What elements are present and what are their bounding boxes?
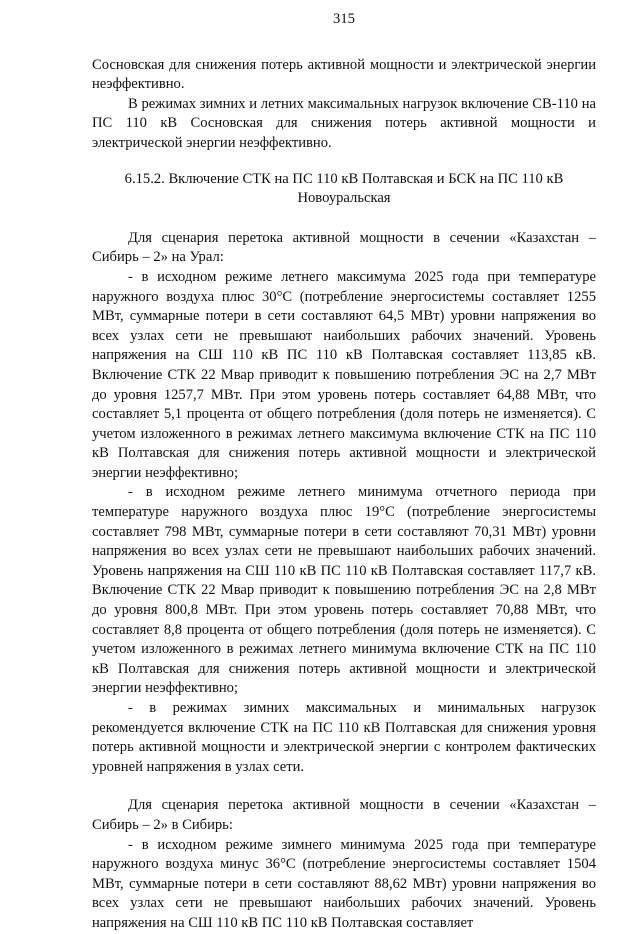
list-item: - в исходном режиме зимнего минимума 2025 года при температуре наружного воздуха минус 36°С (потребление энергосистемы составляет 1504 МВт, суммарные потери в сети составляют 88,62 МВт) уровни напряжения во всех узлах сети не превышают наибольших рабочих значений. Уровень напряжения на СШ 110 кВ ПС 110 кВ Полтавская составляет [92,836,596,931]
section-heading: 6.15.2. Включение СТК на ПС 110 кВ Полтавская и БСК на ПС 110 кВ Новоуральская [124,170,564,207]
list-item: - в исходном режиме летнего максимума 2025 года при температуре наружного воздуха плюс 30°С (потребление энергосистемы составляет 1255 МВт, суммарные потери в сети составляют 64,5 МВт) уровни напряжения во всех узлах сети не превышают наибольших рабочих значений. Уровень напряжения на СШ 110 кВ ПС 110 кВ Полтавская составляет 113,85 кВ. Включение СТК 22 Мвар приводит к повышению потребления ЭС на 2,7 МВт до уровня 1257,7 МВт. При этом уровень потерь составляет 64,88 МВт, что составляет 5,1 процента от общего потребления (доля потерь не изменяется). С учетом изложенного в режимах летнего максимума включение СТК на ПС 110 кВ Полтавская для снижения потерь активной мощности и электрической энергии неэффективно; [92,268,596,481]
paragraph-continuation: Сосновская для снижения потерь активной мощности и электрической энергии неэффективно. [92,56,596,93]
scenario-intro: Для сценария перетока активной мощности в сечении «Казахстан – Сибирь – 2» на Урал: [92,229,596,266]
page-number: 315 [333,11,355,27]
list-item: - в режимах зимних максимальных и минимальных нагрузок рекомендуется включение СТК на ПС 110 кВ Полтавская для снижения уровня потерь активной мощности и электрической энергии с контролем фактических уровней напряжения в узлах сети. [92,700,596,775]
list-item: - в исходном режиме летнего минимума отчетного периода при температуре наружного воздуха плюс 19°С (потребление энергосистемы составляет 798 МВт, суммарные потери в сети составляют 70,31 МВт) уровни напряжения во всех узлах сети не превышают наибольших рабочих значений. Уровень напряжения на СШ 110 кВ ПС 110 кВ Полтавская составляет 117,7 кВ. Включение СТК 22 Мвар приводит к повышению потребления ЭС на 2,8 МВт до уровня 800,8 МВт. При этом уровень потерь составляет 70,88 МВт, что составляет 8,8 процента от общего потребления (доля потерь не изменяется). С учетом изложенного в режимах летнего минимума включение СТК на ПС 110 кВ Полтавская для снижения потерь активной мощности и электрической энергии неэффективно; [92,484,596,697]
paragraph-spacer [92,777,596,796]
document-page [92,10,596,934]
scenario-intro: Для сценария перетока активной мощности в сечении «Казахстан – Сибирь – 2» в Сибирь: [92,797,596,833]
paragraph: В режимах зимних и летних максимальных нагрузок включение СВ-110 на ПС 110 кВ Сосновская для снижения потерь активной мощности и электрической энергии неэффективно. [92,95,596,151]
